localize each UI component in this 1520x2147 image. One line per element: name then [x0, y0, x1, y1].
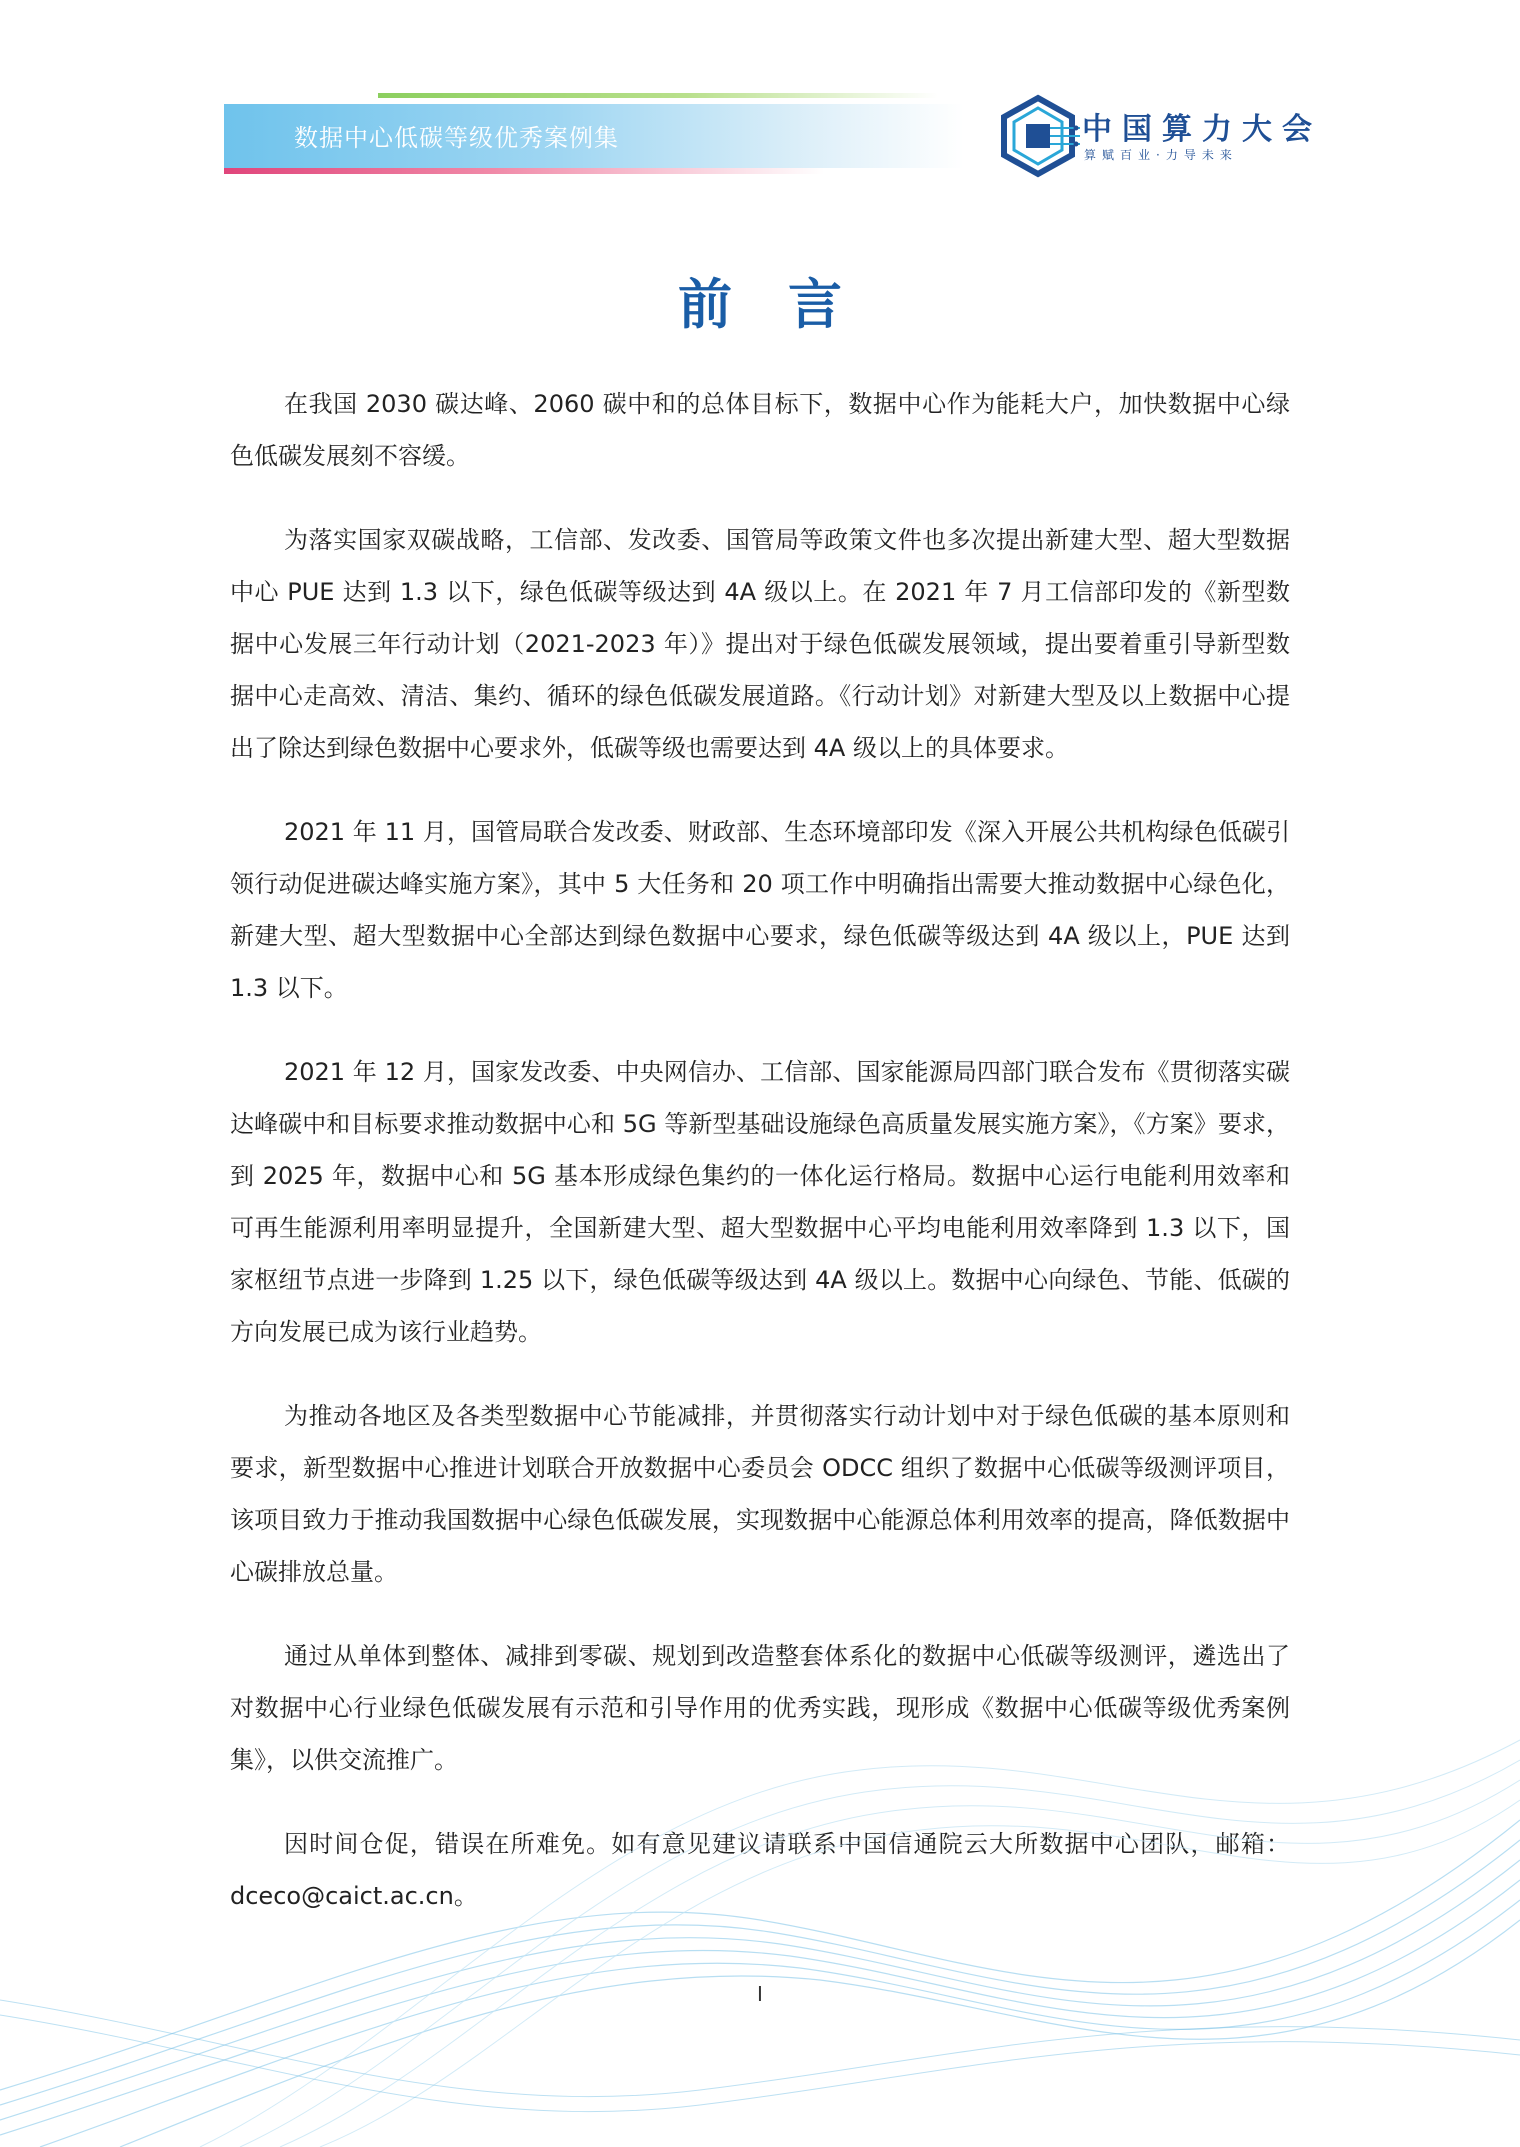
- conference-logo: [996, 94, 1326, 178]
- paragraph-3: 2021 年 11 月，国管局联合发改委、财政部、生态环境部印发《深入开展公共机构绿色低碳引领行动促进碳达峰实施方案》，其中 5 大任务和 20 项工作中明确指出需要大推动数据中心绿色化，新建大型、超大型数据中心全部达到绿色数据中心要求，绿色低碳等级达到 4A 级以上，PUE 达到 1.3 以下。: [230, 818, 1290, 1002]
- paragraph-2: 为落实国家双碳战略，工信部、发改委、国管局等政策文件也多次提出新建大型、超大型数据中心 PUE 达到 1.3 以下，绿色低碳等级达到 4A 级以上。在 2021 年 7 月工信部印发的《新型数据中心发展三年行动计划（2021-2023 年）》提出对于绿色低碳发展领域，提出要着重引导新型数据中心走高效、清洁、集约、循环的绿色低碳发展道路。《行动计划》对新建大型及以上数据中心提出了除达到绿色数据中心要求外，低碳等级也需要达到 4A 级以上的具体要求。: [230, 526, 1290, 762]
- paragraph-5: 为推动各地区及各类型数据中心节能减排，并贯彻落实行动计划中对于绿色低碳的基本原则和要求，新型数据中心推进计划联合开放数据中心委员会 ODCC 组织了数据中心低碳等级测评项目，该项目致力于推动我国数据中心绿色低碳发展，实现数据中心能源总体利用效率的提高，降低数据中心碳排放总量。: [230, 1402, 1290, 1586]
- decorative-wave-lines: [0, 1620, 1520, 2147]
- paragraph-4: 2021 年 12 月，国家发改委、中央网信办、工信部、国家能源局四部门联合发布《贯彻落实碳达峰碳中和目标要求推动数据中心和 5G 等新型基础设施绿色高质量发展实施方案》，《方案》要求，到 2025 年，数据中心和 5G 基本形成绿色集约的一体化运行格局。数据中心运行电能利用效率和可再生能源利用率明显提升，全国新建大型、超大型数据中心平均电能利用效率降到 1.3 以下，国家枢纽节点进一步降到 1.25 以下，绿色低碳等级达到 4A 级以上。数据中心向绿色、节能、低碳的方向发展已成为该行业趋势。: [230, 1058, 1290, 1346]
- logo-title: 中国算力大会: [1082, 112, 1322, 147]
- header-accent-line-green: [378, 93, 938, 98]
- paragraph-1: 在我国 2030 碳达峰、2060 碳中和的总体目标下，数据中心作为能耗大户，加快数据中心绿色低碳发展刻不容缓。: [230, 390, 1290, 470]
- hexagon-chip-icon: [996, 94, 1080, 178]
- paragraph-6: 通过从单体到整体、减排到零碳、规划到改造整套体系化的数据中心低碳等级测评，遴选出了对数据中心行业绿色低碳发展有示范和引导作用的优秀实践，现形成《数据中心低碳等级优秀案例集》，以供交流推广。: [230, 1642, 1290, 1774]
- header-accent-line-pink: [224, 168, 824, 174]
- logo-slogan: 算赋百业·力导未来: [1084, 148, 1238, 162]
- header-title: 数据中心低碳等级优秀案例集: [294, 124, 619, 152]
- page-number: I: [757, 1982, 763, 2006]
- paragraph-7: 因时间仓促，错误在所难免。如有意见建议请联系中国信通院云大所数据中心团队，邮箱：dceco@caict.ac.cn。: [230, 1830, 1290, 1910]
- page-title: 前言: [678, 273, 898, 336]
